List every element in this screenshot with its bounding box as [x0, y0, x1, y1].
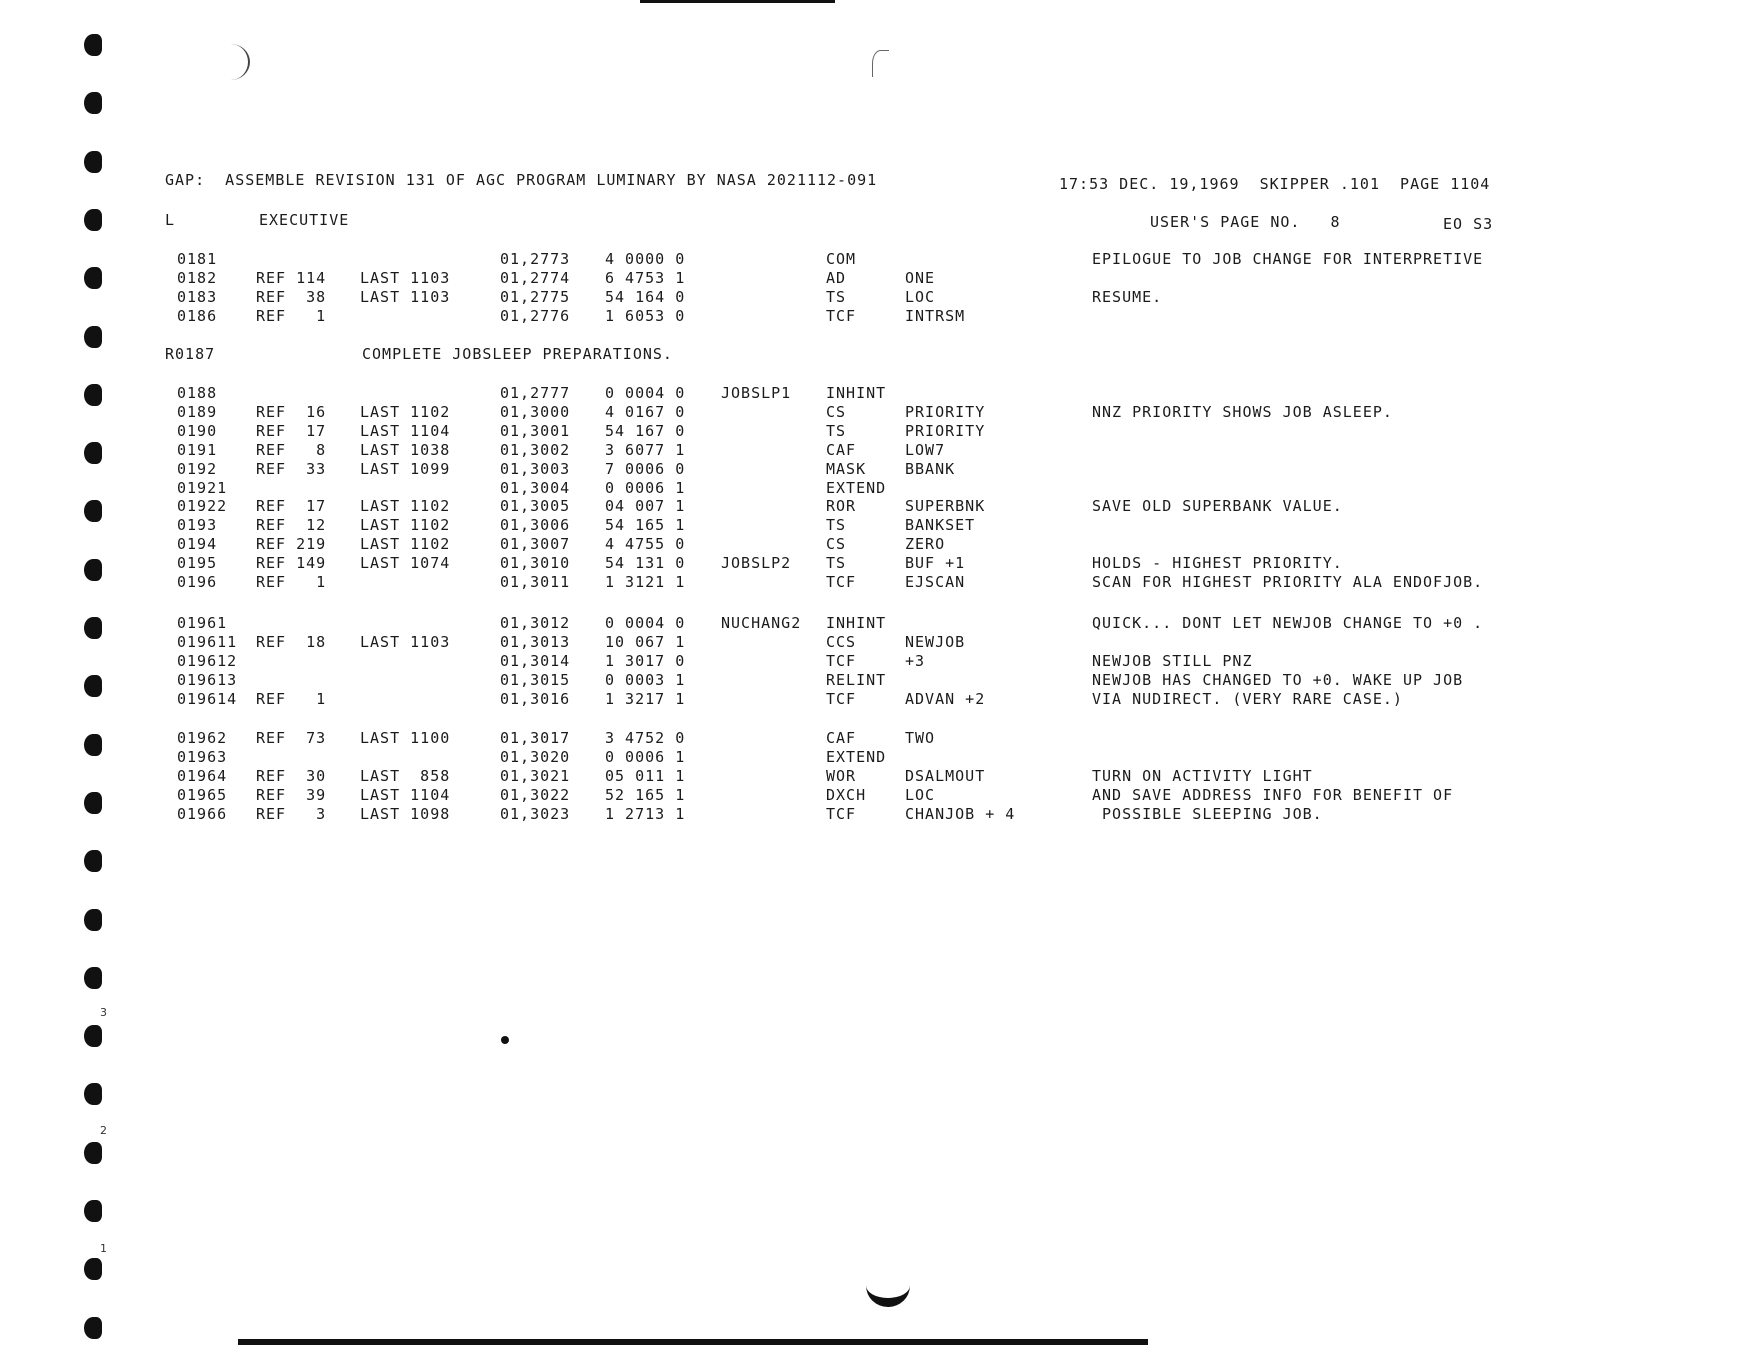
feed-hole-icon: [84, 267, 102, 289]
cell-op: CS: [826, 535, 847, 554]
cell-op: TCF: [826, 306, 857, 325]
feed-hole-icon: [84, 559, 102, 581]
cell-addr: 01,3017: [500, 729, 571, 747]
bottom-rule: [238, 1339, 1148, 1345]
cell-comment: EPILOGUE TO JOB CHANGE FOR INTERPRETIVE: [1092, 250, 1484, 268]
cell-operand: LOW7: [905, 440, 946, 459]
top-rule: [640, 0, 835, 3]
feed-hole-icon: [84, 92, 102, 114]
cell-ref: REF 39: [256, 785, 327, 804]
cell-label: JOBSLP2: [721, 554, 792, 573]
cell-op: EXTEND: [826, 478, 887, 497]
cell-ref: REF 219: [256, 535, 327, 554]
cell-addr: 01,3012: [500, 614, 571, 632]
cell-comment: HOLDS - HIGHEST PRIORITY.: [1092, 554, 1343, 573]
cell-op: WOR: [826, 766, 857, 785]
cell-ref: REF 114: [256, 268, 327, 287]
cell-op: TS: [826, 421, 847, 440]
cell-seq: 0192: [177, 459, 218, 478]
cell-seq: 0189: [177, 402, 218, 421]
cell-op: CCS: [826, 632, 857, 651]
cell-addr: 01,3023: [500, 804, 571, 823]
cell-ref: REF 8: [256, 440, 327, 459]
cell-ref: REF 33: [256, 459, 327, 478]
cell-comment: VIA NUDIRECT. (VERY RARE CASE.): [1092, 689, 1403, 708]
feed-hole-icon: [84, 384, 102, 406]
cell-comment: NNZ PRIORITY SHOWS JOB ASLEEP.: [1092, 402, 1393, 421]
cell-ref: REF 17: [256, 421, 327, 440]
cell-operand: LOC: [905, 287, 936, 306]
cell-addr: 01,3015: [500, 670, 571, 689]
cell-last: LAST 1074: [360, 554, 451, 573]
cell-seq: 0196: [177, 573, 218, 591]
cell-operand: +3: [905, 651, 926, 670]
cell-seq: 01965: [177, 785, 228, 804]
cell-addr: 01,2776: [500, 306, 571, 325]
cell-ref: REF 18: [256, 632, 327, 651]
cell-op: CAF: [826, 440, 857, 459]
cell-operand: EJSCAN: [905, 573, 966, 591]
cell-addr: 01,3003: [500, 459, 571, 478]
cell-code: 3 6077 1: [605, 440, 686, 459]
cell-code: 1 2713 1: [605, 804, 686, 823]
cell-comment: POSSIBLE SLEEPING JOB.: [1092, 804, 1323, 823]
cell-addr: 01,2775: [500, 287, 571, 306]
feed-hole-icon: [84, 967, 102, 989]
cell-operand: BBANK: [905, 459, 956, 478]
cell-seq: 019611: [177, 632, 238, 651]
feed-hole-icon: [84, 850, 102, 872]
cell-addr: 01,3022: [500, 785, 571, 804]
listing-title: GAP: ASSEMBLE REVISION 131 OF AGC PROGRAM LUMINARY BY NASA 2021112-091: [165, 171, 878, 189]
cell-code: 52 165 1: [605, 785, 686, 804]
cell-ref: REF 17: [256, 497, 327, 516]
cell-ref: REF 1: [256, 306, 327, 325]
margin-number-2: 2: [100, 1124, 107, 1137]
cell-last: LAST 1102: [360, 402, 451, 421]
cell-seq: 0183: [177, 287, 218, 306]
feed-hole-icon: [84, 1200, 102, 1222]
cell-last: LAST 1099: [360, 459, 451, 478]
cell-operand: NEWJOB: [905, 632, 966, 651]
feed-hole-icon: [84, 1258, 102, 1280]
cell-op: INHINT: [826, 384, 887, 402]
cell-seq: 01962: [177, 729, 228, 747]
cell-operand: LOC: [905, 785, 936, 804]
feed-hole-icon: [84, 1025, 102, 1047]
cell-code: 7 0006 0: [605, 459, 686, 478]
cell-seq: 01964: [177, 766, 228, 785]
cell-code: 6 4753 1: [605, 268, 686, 287]
cell-op: ROR: [826, 497, 857, 516]
cell-addr: 01,3014: [500, 651, 571, 670]
cell-addr: 01,3016: [500, 689, 571, 708]
cell-last: LAST 1104: [360, 785, 451, 804]
cell-code: 0 0003 1: [605, 670, 686, 689]
section-name: EXECUTIVE: [259, 211, 350, 229]
binding-grommet-icon: [866, 1264, 910, 1307]
cell-ref: REF 149: [256, 554, 327, 573]
cell-op: TS: [826, 554, 847, 573]
cell-code: 0 0006 1: [605, 747, 686, 766]
cell-seq: 01963: [177, 747, 228, 766]
feed-hole-icon: [84, 734, 102, 756]
cell-code: 54 167 0: [605, 421, 686, 440]
cell-addr: 01,3000: [500, 402, 571, 421]
cell-label: JOBSLP1: [721, 384, 792, 402]
feed-hole-icon: [84, 909, 102, 931]
cell-ref: REF 1: [256, 689, 327, 708]
cell-code: 54 164 0: [605, 287, 686, 306]
cell-code: 4 4755 0: [605, 535, 686, 554]
feed-hole-icon: [84, 675, 102, 697]
margin-number-3: 3: [100, 1006, 107, 1019]
cell-addr: 01,3005: [500, 497, 571, 516]
cell-last: LAST 1102: [360, 497, 451, 516]
cell-last: LAST 1102: [360, 516, 451, 535]
cell-operand: ZERO: [905, 535, 946, 554]
cell-operand: INTRSM: [905, 306, 966, 325]
paper-fold-mark: [212, 44, 250, 80]
cell-seq: 0191: [177, 440, 218, 459]
feed-hole-icon: [84, 1317, 102, 1339]
listing-left-tag: L: [165, 211, 176, 229]
cell-code: 1 6053 0: [605, 306, 686, 325]
cell-operand: BANKSET: [905, 516, 976, 535]
cell-code: 54 165 1: [605, 516, 686, 535]
cell-op: MASK: [826, 459, 867, 478]
cell-ref: REF 1: [256, 573, 327, 591]
cell-last: LAST 1102: [360, 535, 451, 554]
cell-addr: 01,3006: [500, 516, 571, 535]
ink-dot: [501, 1036, 509, 1044]
cell-last: LAST 1104: [360, 421, 451, 440]
cell-op: TCF: [826, 804, 857, 823]
feed-hole-icon: [84, 617, 102, 639]
cell-code: 1 3017 0: [605, 651, 686, 670]
feed-hole-icon: [84, 34, 102, 56]
eo-code: EO S3: [1443, 215, 1494, 233]
cell-code: 1 3121 1: [605, 573, 686, 591]
cell-comment: QUICK... DONT LET NEWJOB CHANGE TO +0 .: [1092, 614, 1484, 632]
cell-op: RELINT: [826, 670, 887, 689]
cell-addr: 01,3010: [500, 554, 571, 573]
cell-addr: 01,2777: [500, 384, 571, 402]
cell-addr: 01,3021: [500, 766, 571, 785]
cell-op: DXCH: [826, 785, 867, 804]
cell-ref: REF 3: [256, 804, 327, 823]
feed-hole-icon: [84, 500, 102, 522]
cell-addr: 01,2774: [500, 268, 571, 287]
cell-op: AD: [826, 268, 847, 287]
feed-hole-icon: [84, 442, 102, 464]
cell-comment: SAVE OLD SUPERBANK VALUE.: [1092, 497, 1343, 516]
cell-addr: 01,3013: [500, 632, 571, 651]
cell-code: 10 067 1: [605, 632, 686, 651]
cell-seq: 0195: [177, 554, 218, 573]
cell-comment: RESUME.: [1092, 287, 1163, 306]
cell-operand: ADVAN +2: [905, 689, 986, 708]
cell-addr: 01,3007: [500, 535, 571, 554]
cell-seq: 0193: [177, 516, 218, 535]
cell-op: TCF: [826, 689, 857, 708]
cell-addr: 01,3011: [500, 573, 571, 591]
cell-addr: 01,2773: [500, 250, 571, 268]
cell-comment: AND SAVE ADDRESS INFO FOR BENEFIT OF: [1092, 785, 1454, 804]
cell-code: 0 0006 1: [605, 478, 686, 497]
cell-op: INHINT: [826, 614, 887, 632]
cell-ref: REF 38: [256, 287, 327, 306]
cell-addr: 01,3001: [500, 421, 571, 440]
cell-seq: 0182: [177, 268, 218, 287]
cell-operand: PRIORITY: [905, 402, 986, 421]
cell-op: TS: [826, 516, 847, 535]
cell-op: TCF: [826, 651, 857, 670]
cell-last: LAST 1038: [360, 440, 451, 459]
cell-op: COM: [826, 250, 857, 268]
feed-hole-icon: [84, 1142, 102, 1164]
cell-operand: TWO: [905, 729, 936, 747]
remark-text: COMPLETE JOBSLEEP PREPARATIONS.: [362, 345, 673, 363]
cell-addr: 01,3002: [500, 440, 571, 459]
cell-code: 54 131 0: [605, 554, 686, 573]
feed-hole-icon: [84, 151, 102, 173]
cell-last: LAST 858: [360, 766, 451, 785]
cell-seq: 01966: [177, 804, 228, 823]
cell-seq: 0181: [177, 250, 218, 268]
cell-operand: BUF +1: [905, 554, 966, 573]
cell-seq: 0186: [177, 306, 218, 325]
cell-operand: DSALMOUT: [905, 766, 986, 785]
cell-label: NUCHANG2: [721, 614, 802, 632]
cell-seq: 019614: [177, 689, 238, 708]
cell-seq: 01921: [177, 478, 228, 497]
cell-operand: CHANJOB + 4: [905, 804, 1016, 823]
cell-code: 4 0167 0: [605, 402, 686, 421]
feed-hole-icon: [84, 1083, 102, 1105]
cell-operand: SUPERBNK: [905, 497, 986, 516]
cell-code: 05 011 1: [605, 766, 686, 785]
cell-ref: REF 73: [256, 729, 327, 747]
cell-addr: 01,3004: [500, 478, 571, 497]
cell-code: 0 0004 0: [605, 384, 686, 402]
feed-hole-icon: [84, 792, 102, 814]
cell-operand: PRIORITY: [905, 421, 986, 440]
cell-seq: 019612: [177, 651, 238, 670]
cell-last: LAST 1098: [360, 804, 451, 823]
cell-code: 4 0000 0: [605, 250, 686, 268]
cell-ref: REF 12: [256, 516, 327, 535]
cell-code: 3 4752 0: [605, 729, 686, 747]
cell-comment: NEWJOB HAS CHANGED TO +0. WAKE UP JOB: [1092, 670, 1464, 689]
feed-hole-icon: [84, 209, 102, 231]
cell-comment: SCAN FOR HIGHEST PRIORITY ALA ENDOFJOB.: [1092, 573, 1484, 591]
cell-ref: REF 30: [256, 766, 327, 785]
cell-seq: 019613: [177, 670, 238, 689]
margin-number-1: 1: [100, 1242, 107, 1255]
cell-op: CAF: [826, 729, 857, 747]
cell-operand: ONE: [905, 268, 936, 287]
cell-code: 04 007 1: [605, 497, 686, 516]
cell-comment: NEWJOB STILL PNZ: [1092, 651, 1253, 670]
cell-ref: REF 16: [256, 402, 327, 421]
cell-seq: 01961: [177, 614, 228, 632]
cell-op: TS: [826, 287, 847, 306]
remark-seq: R0187: [165, 345, 216, 363]
cell-seq: 01922: [177, 497, 228, 516]
cell-op: EXTEND: [826, 747, 887, 766]
feed-hole-icon: [84, 326, 102, 348]
cell-comment: TURN ON ACTIVITY LIGHT: [1092, 766, 1313, 785]
paper-fold-mark-2: [872, 50, 889, 77]
cell-last: LAST 1103: [360, 632, 451, 651]
cell-seq: 0190: [177, 421, 218, 440]
cell-seq: 0194: [177, 535, 218, 554]
cell-last: LAST 1103: [360, 268, 451, 287]
cell-last: LAST 1103: [360, 287, 451, 306]
user-page-number: USER'S PAGE NO. 8: [1150, 213, 1341, 231]
listing-timestamp: 17:53 DEC. 19,1969 SKIPPER .101 PAGE 1104: [1059, 175, 1491, 193]
cell-code: 0 0004 0: [605, 614, 686, 632]
cell-last: LAST 1100: [360, 729, 451, 747]
cell-seq: 0188: [177, 384, 218, 402]
cell-op: TCF: [826, 573, 857, 591]
cell-addr: 01,3020: [500, 747, 571, 766]
cell-op: CS: [826, 402, 847, 421]
cell-code: 1 3217 1: [605, 689, 686, 708]
